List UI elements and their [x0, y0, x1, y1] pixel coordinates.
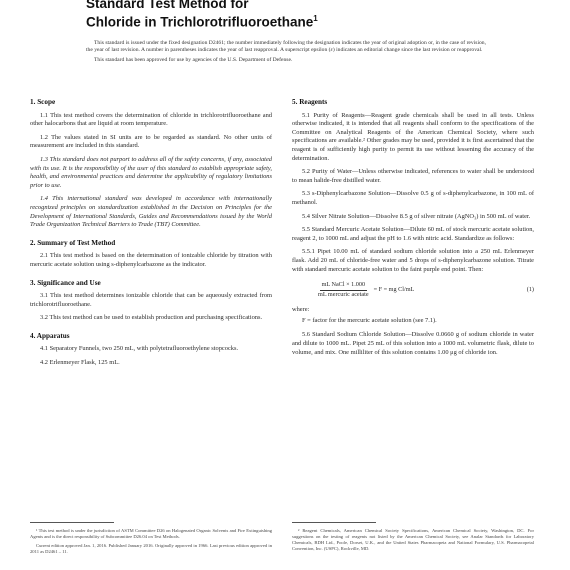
equation-result: = F = mg Cl/mL [373, 285, 415, 293]
paragraph-4-1: 4.1 Separatory Funnels, two 250 mL, with polytetrafluoroethylene stopcocks. [40, 345, 239, 353]
intro-paragraph: This standard is issued under the fixed designation D2461; the number immediately following the designation indicates the year of original adoption or, in the case of revision, the year of last revision. A number in parentheses indicates the year of last reapproval. A superscript epsilon (ε) indicates an editorial change since the last revision or reapproval. [86, 40, 486, 53]
where-label: where: [292, 306, 310, 314]
equation-numerator: mL NaCl × 1.000 [320, 281, 367, 291]
footnote-2: ² Reagent Chemicals, American Chemical Society Specifications, American Chemical Society, Washington, DC. For suggestions on the testing of reagents not listed by the American Chemical Society, see Analar Standards for Laboratory Chemicals, BDH Ltd., Poole, Dorset, U.K., and the United States Pharmacopeia and National Formulary, U.S. Pharmacopeial Convention, Inc. (USPC), Rockville, MD. [292, 528, 534, 551]
section-heading-significance: 3. Significance and Use [30, 278, 101, 287]
paragraph-5-4: 5.4 Silver Nitrate Solution—Dissolve 8.5 g of silver nitrate (AgNO₃) in 500 mL of water. [302, 212, 531, 220]
paragraph-2-1: 2.1 This test method is based on the determination of ionizable chloride by titration with mercuric acetate solution using s-diphenylcarbazone as the indicator. [30, 252, 272, 268]
right-column [292, 98, 534, 362]
where-definition: F = factor for the mercuric acetate solution (see 7.1). [302, 316, 437, 324]
paragraph-5-3: 5.3 s-Diphenylcarbazone Solution—Dissolve 0.5 g of s-diphenylcarbazone, in 100 mL of methanol. [292, 190, 534, 206]
paragraph-3-1: 3.1 This test method determines ionizable chloride that can be aqueously extracted from trichlorotrifluoroethane. [30, 292, 272, 308]
title-line-2 [86, 11, 506, 30]
paragraph-1-3: 1.3 This standard does not purport to address all of the safety concerns, if any, associated with its use. It is the responsibility of the user of this standard to establish appropriate safety, health, and environmental practices and determine the applicability of regulatory limitations prior to use. [30, 155, 272, 189]
title-footnote-mark: 1 [313, 14, 318, 23]
intro-paragraph: This standard has been approved for use by agencies of the U.S. Department of Defense. [94, 57, 293, 63]
section-heading-summary: 2. Summary of Test Method [30, 238, 116, 247]
document-title [86, 0, 506, 30]
footnote-1-edition: Current edition approved Jan. 1, 2016. Published January 2016. Originally approved in 1966. Last previous edition approved in 2011 as D2461 – 11. [30, 543, 272, 554]
paragraph-1-1: 1.1 This test method covers the determination of chloride in trichlorotrifluoroethane and other halocarbons that are liquid at room temperature. [30, 111, 272, 128]
paragraph-4-2: 4.2 Erlenmeyer Flask, 125 mL. [40, 359, 120, 367]
equation-number: (1) [526, 285, 534, 293]
paragraph-5-2: 5.2 Purity of Water—Unless otherwise indicated, references to water shall be understood to mean halide-free distilled water. [292, 168, 534, 184]
equation-denominator: mL mercuric acetate [318, 290, 369, 298]
paragraph-1-4: 1.4 This international standard was developed in accordance with internationally recognized principles on standardization established in the Decision on Principles for the Development of International Standards, Guides and Recommendations issued by the World Trade Organization Technical Barriers to Trade (TBT) Committee. [30, 195, 272, 229]
left-column [30, 98, 272, 373]
title-line-1: Standard Test Method for [86, 0, 249, 11]
footnote-1: ¹ This test method is under the jurisdiction of ASTM Committee D26 on Halogenated Organic Solvents and Fire Extinguishing Agents and is the direct responsibility of Subcommittee D26.04 on Test Methods. [30, 528, 272, 539]
equation-fraction [318, 281, 369, 299]
designation-notice [86, 40, 486, 67]
paragraph-3-2: 3.2 This test method can be used to establish production and purchasing specifications. [40, 314, 263, 322]
paragraph-1-2: 1.2 The values stated in SI units are to be regarded as standard. No other units of measurement are included in this standard. [30, 133, 272, 150]
footnote-divider-right [292, 522, 376, 523]
section-heading-reagents: 5. Reagents [292, 98, 328, 106]
section-heading-apparatus: 4. Apparatus [30, 331, 70, 340]
footnotes-left [30, 528, 272, 558]
footnotes-right [292, 528, 534, 555]
equation-1 [318, 281, 534, 299]
paragraph-5-5: 5.5 Standard Mercuric Acetate Solution—Dilute 60 mL of stock mercuric acetate solution, reagent 2, to 1000 mL and adjust the pH to 1.6 with nitric acid. Standardize as follows: [292, 226, 534, 242]
section-heading-scope: 1. Scope [30, 98, 56, 106]
paragraph-5-1: 5.1 Purity of Reagents—Reagent grade chemicals shall be used in all tests. Unless otherwise indicated, it is intended that all reagents shall conform to the specifications of the Committee on Analytical Reagents of the American Chemical Society, where such specifications are available.² Other grades may be used, provided it is first ascertained that the reagent is of sufficiently high purity to permit its use without lessening the accuracy of the determination. [292, 111, 534, 162]
footnote-divider-left [30, 522, 114, 523]
title-line-2-text: Chloride in Trichlorotrifluoroethane [86, 14, 314, 30]
paragraph-5-5-1: 5.5.1 Pipet 10.00 mL of standard sodium chloride solution into a 250 mL Erlenmeyer flask. Add 20 mL of chloride-free water and 5 drops of s-diphenylcarbazone solution. Titrate with standard mercuric acetate solution to the faint purple end point. Then: [292, 248, 534, 273]
paragraph-5-6: 5.6 Standard Sodium Chloride Solution—Dissolve 0.0660 g of sodium chloride in water and dilute to 1000 mL. Pipet 25 mL of this solution into a 1000 mL volumetric flask, dilute to volume, and mix. One milliliter of this solution contains 1.00 μg of chloride ion. [292, 331, 534, 356]
